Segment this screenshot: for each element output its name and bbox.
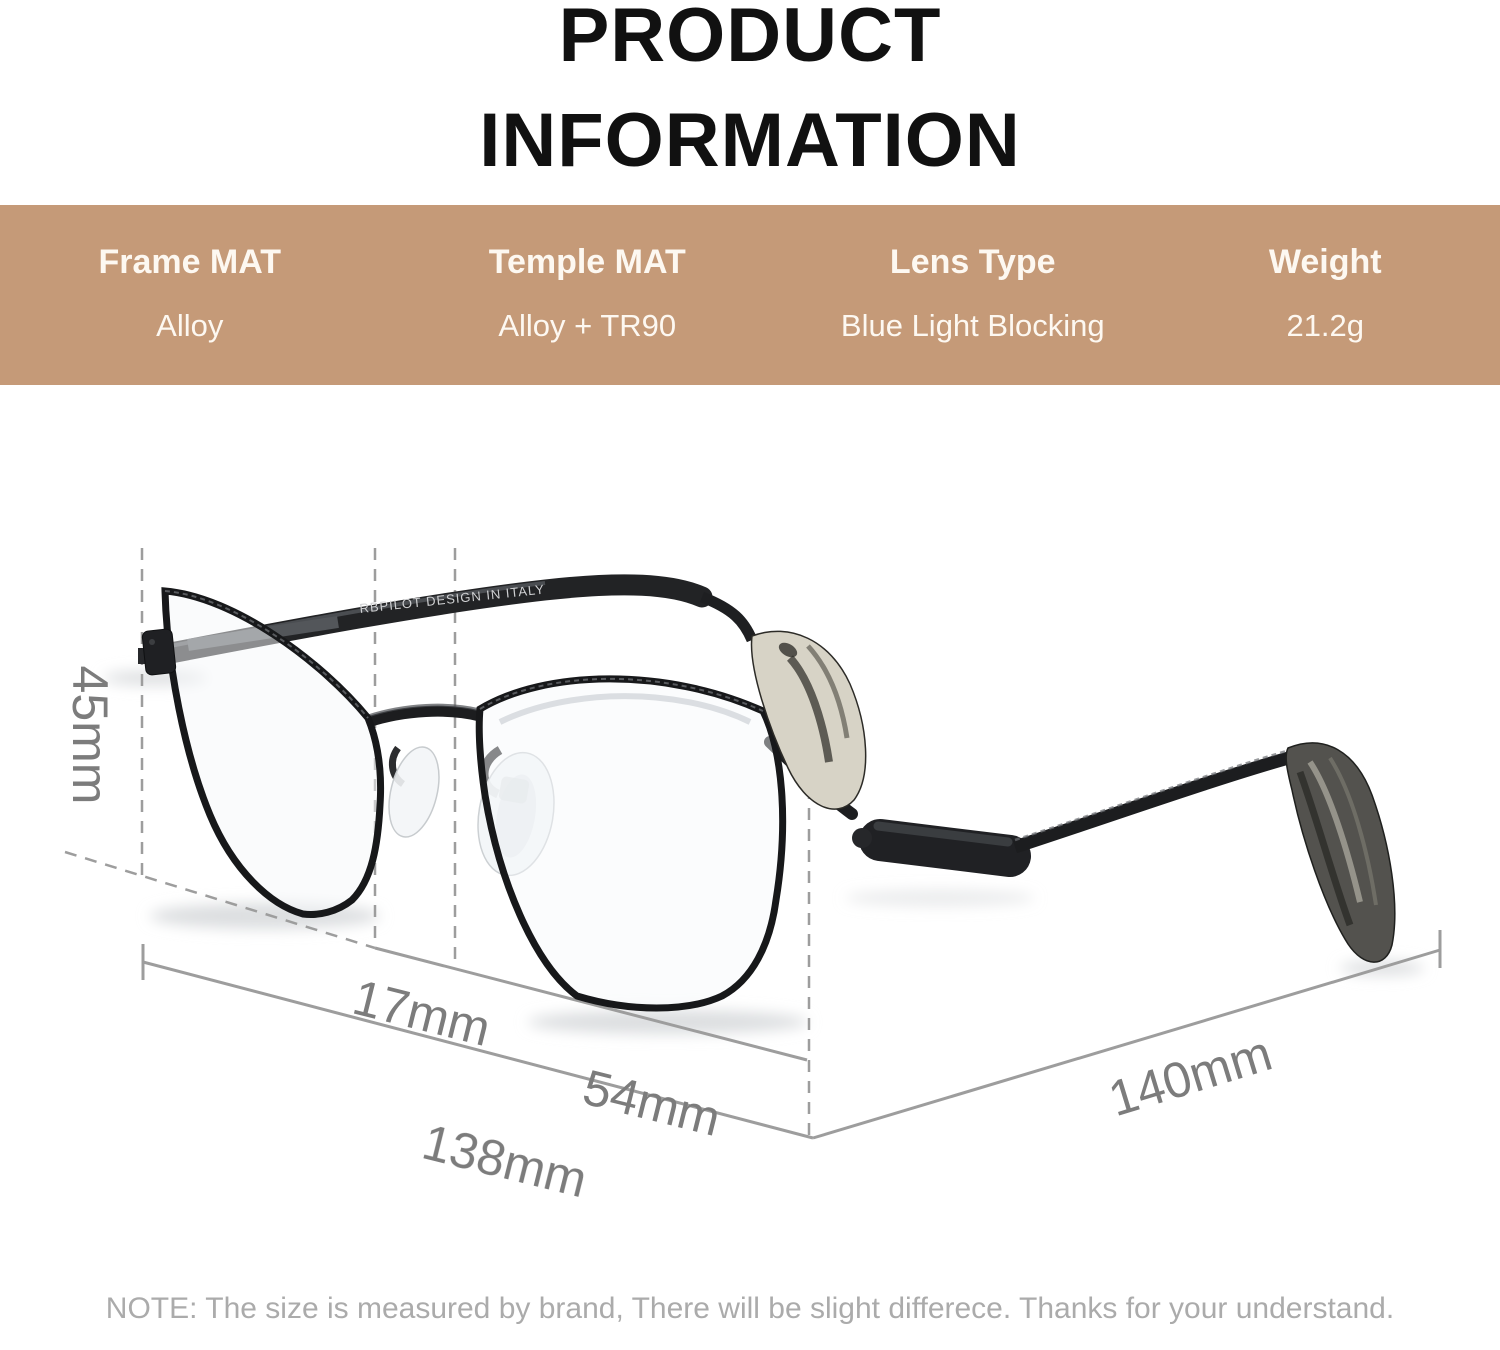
spec-value: Alloy + TR90	[498, 308, 677, 343]
spec-label: Temple MAT	[488, 243, 686, 281]
bridge	[368, 705, 480, 722]
brand-engraving: RBPILOT DESIGN IN ITALY	[358, 581, 546, 616]
right-lens	[479, 679, 782, 1008]
spec-value: Blue Light Blocking	[840, 308, 1105, 343]
footer-note: NOTE: The size is measured by brand, There will be slight differece. Thanks for your understand.	[105, 1292, 1395, 1325]
dim-label-frame-width: 138mm	[417, 1113, 593, 1209]
left-lens	[165, 591, 381, 914]
dim-label-temple-length: 140mm	[1102, 1024, 1279, 1128]
spec-label: Lens Type	[889, 243, 1056, 281]
dim-label-lens-height: 45mm	[62, 665, 118, 805]
spec-value: 21.2g	[1286, 308, 1365, 343]
spec-label: Frame MAT	[98, 243, 282, 281]
glasses-illustration	[138, 582, 1395, 1008]
spec-value: Alloy	[156, 308, 224, 343]
left-end-piece	[138, 629, 176, 676]
dim-label-bridge-width: 17mm	[347, 968, 496, 1057]
page-title-line1: PRODUCT	[558, 0, 942, 78]
right-temple-tip	[1286, 743, 1395, 962]
spec-label: Weight	[1268, 243, 1382, 281]
page-title-line2: INFORMATION	[479, 97, 1021, 183]
dim-label-lens-width: 54mm	[577, 1058, 726, 1147]
